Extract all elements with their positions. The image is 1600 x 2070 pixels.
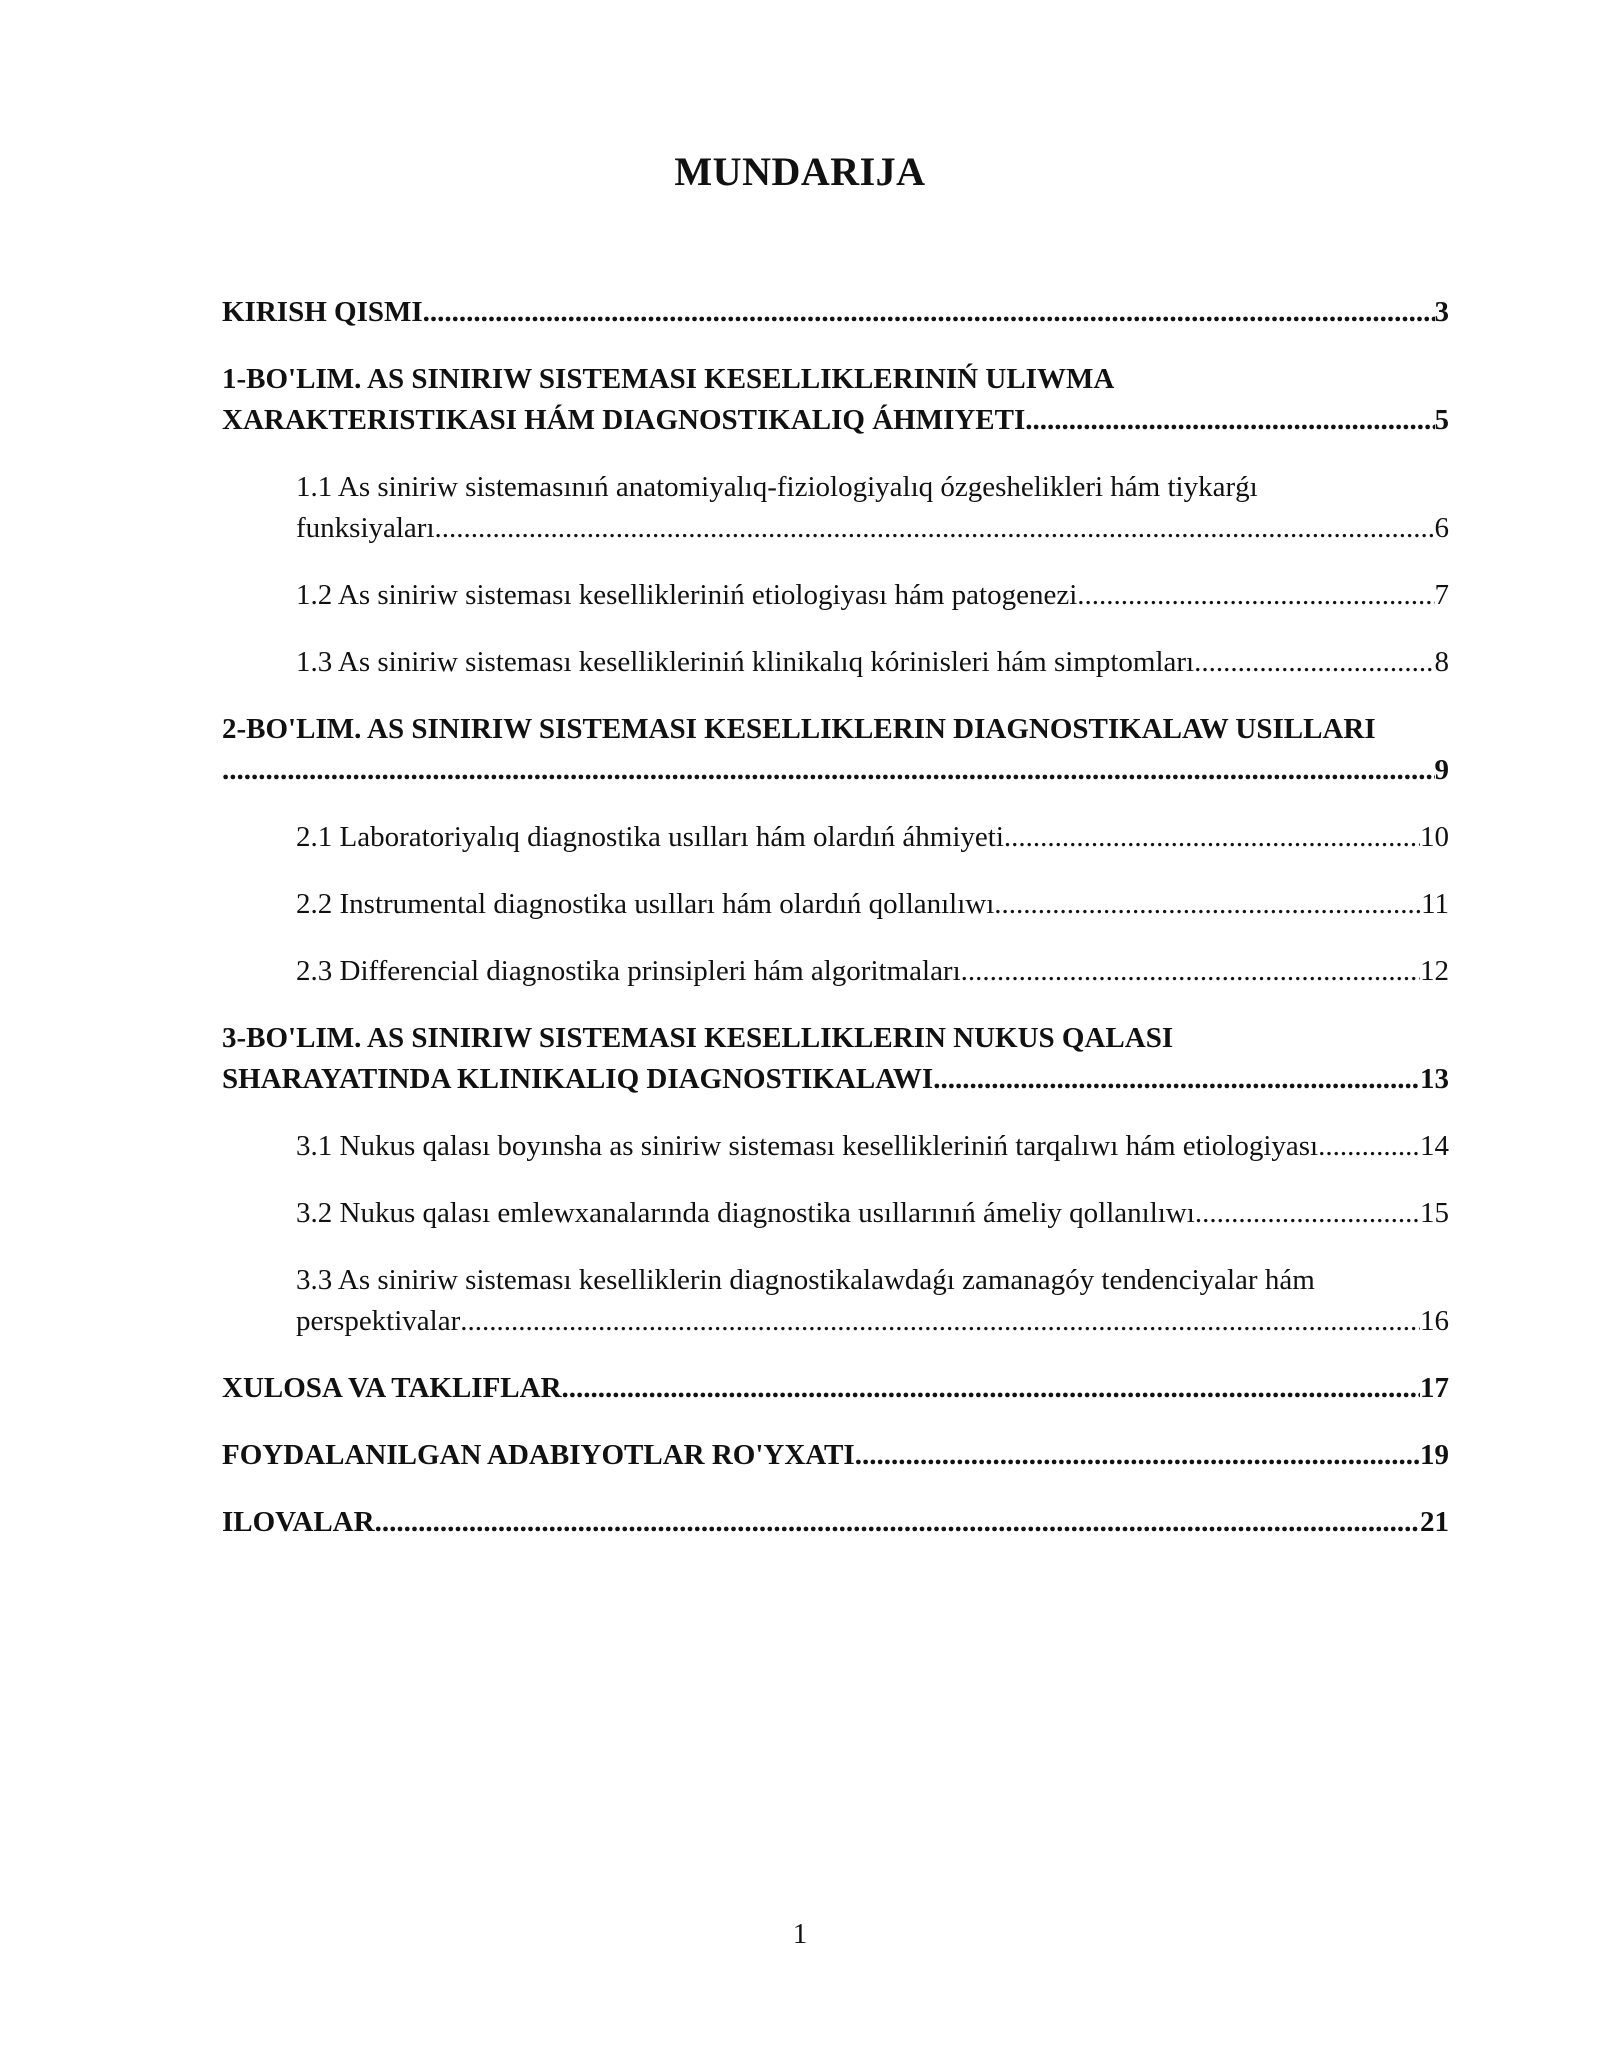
dot-leader [1004,817,1420,858]
dot-leader [855,1435,1420,1476]
dot-leader [1318,1126,1420,1167]
toc-entry-title: 2.3 Differencial diagnostika prinsipleri hám algoritmaları [296,955,961,987]
toc-entry-title-line: 3-BO'LIM. AS SINIRIW SISTEMASI KESELLIKLERIN NUKUS QALASI [222,1022,1174,1054]
toc-page-number: 5 [1434,404,1449,436]
toc-entry-row [296,884,1449,925]
dot-leader [961,951,1420,992]
toc-entry-title-line: 1.1 As siniriw sistemasınıń anatomiyalıq-fiziologiyalıq ózgeshelikleri hám tiykarǵı [296,471,1258,503]
toc-entry-title-line: 2-BO'LIM. AS SINIRIW SISTEMASI KESELLIKLERIN DIAGNOSTIKALAW USILLARI [222,713,1376,745]
toc-entry-title: XARAKTERISTIKASI HÁM DIAGNOSTIKALIQ ÁHMIYETI [222,404,1026,436]
dot-leader [222,750,1435,791]
toc-entry-row [222,1059,1449,1100]
toc-page-number: 8 [1434,646,1449,678]
toc-section-entry [222,709,1449,791]
toc-entry-row [222,1368,1449,1409]
dot-leader [375,1502,1420,1543]
toc-entry-title: KIRISH QISMI [222,296,423,328]
toc-entry-title: funksiyaları [296,512,435,544]
toc-entry-title: 1.2 As siniriw sisteması kesellikleriniń etiologiyası hám patogenezi [296,579,1078,611]
toc-entry-row [296,575,1449,616]
toc-entry-title: 1.3 As siniriw sisteması kesellikleriniń klinikalıq kórinisleri hám simptomları [296,646,1195,678]
toc-page-number: 10 [1420,821,1449,853]
toc-entry-row [296,951,1449,992]
toc-section-entry [222,359,1449,441]
toc-subsection-entry [296,467,1449,549]
toc-entry-row [222,1502,1449,1543]
toc-section-entry [222,1502,1449,1543]
toc-subsection-entry [296,1126,1449,1167]
toc-entry-title: ILOVALAR [222,1506,375,1538]
toc-subsection-entry [296,884,1449,925]
toc-entry-title: perspektivalar [296,1305,461,1337]
toc-entry-title: XULOSA VA TAKLIFLAR [222,1372,562,1404]
toc-page-number: 13 [1420,1063,1449,1095]
toc-entry-title: 2.1 Laboratoriyalıq diagnostika usılları hám olardıń áhmiyeti [296,821,1004,853]
toc-entry-row [296,642,1449,683]
toc-subsection-entry [296,1260,1449,1342]
toc-page-number: 3 [1434,296,1449,328]
dot-leader [1025,400,1434,441]
dot-leader [1077,575,1434,616]
page-number: 1 [792,1918,808,1950]
dot-leader [933,1059,1420,1100]
toc-page-number: 7 [1434,579,1449,611]
dot-leader [994,884,1421,925]
toc-page-number: 11 [1421,888,1449,920]
toc-subsection-entry [296,575,1449,616]
toc-entry-title: 3.1 Nukus qalası boyınsha as siniriw sisteması kesellikleriniń tarqalıwı hám etiologiyası [296,1130,1319,1162]
table-of-contents [222,292,1449,1569]
dot-leader [435,508,1435,549]
toc-entry-row [296,1193,1449,1234]
dot-leader [1194,642,1434,683]
toc-section-entry [222,1435,1449,1476]
page-title: MUNDARIJA [674,149,926,194]
toc-entry-row [296,1126,1449,1167]
toc-entry-title: SHARAYATINDA KLINIKALIQ DIAGNOSTIKALAWI [222,1063,934,1095]
toc-entry-title-line: 1-BO'LIM. AS SINIRIW SISTEMASI KESELLIKLERINIŃ ULIWMA [222,363,1115,395]
toc-page-number: 14 [1420,1130,1449,1162]
toc-section-entry [222,1018,1449,1100]
toc-entry-row [296,508,1449,549]
toc-page-number: 15 [1420,1197,1449,1229]
toc-entry-row [296,1301,1449,1342]
toc-entry-row [222,400,1449,441]
toc-subsection-entry [296,642,1449,683]
toc-subsection-entry [296,817,1449,858]
toc-entry-title: 2.2 Instrumental diagnostika usılları hám olardıń qollanılıwı [296,888,995,920]
toc-entry-title-line: 3.3 As siniriw sisteması keselliklerin diagnostikalawdaǵı zamanagóy tendenciyalar hám [296,1264,1315,1296]
toc-page-number: 21 [1420,1506,1449,1538]
toc-page-number: 12 [1420,955,1449,987]
dot-leader [1195,1193,1420,1234]
toc-section-entry [222,1368,1449,1409]
toc-page-number: 16 [1420,1305,1449,1337]
toc-entry-row [222,1435,1449,1476]
toc-entry-row [222,292,1449,333]
toc-entry-title: FOYDALANILGAN ADABIYOTLAR RO'YXATI [222,1439,855,1471]
dot-leader [562,1368,1420,1409]
toc-entry-row [222,750,1449,791]
toc-entry-row [296,817,1449,858]
toc-page-number: 9 [1434,754,1449,786]
toc-subsection-entry [296,1193,1449,1234]
toc-subsection-entry [296,951,1449,992]
dot-leader [423,292,1435,333]
toc-page-number: 17 [1420,1372,1449,1404]
toc-page-number: 6 [1434,512,1449,544]
toc-section-entry [222,292,1449,333]
toc-page-number: 19 [1420,1439,1449,1471]
dot-leader [460,1301,1420,1342]
toc-entry-title: 3.2 Nukus qalası emlewxanalarında diagnostika usıllarınıń ámeliy qollanılıwı [296,1197,1195,1229]
